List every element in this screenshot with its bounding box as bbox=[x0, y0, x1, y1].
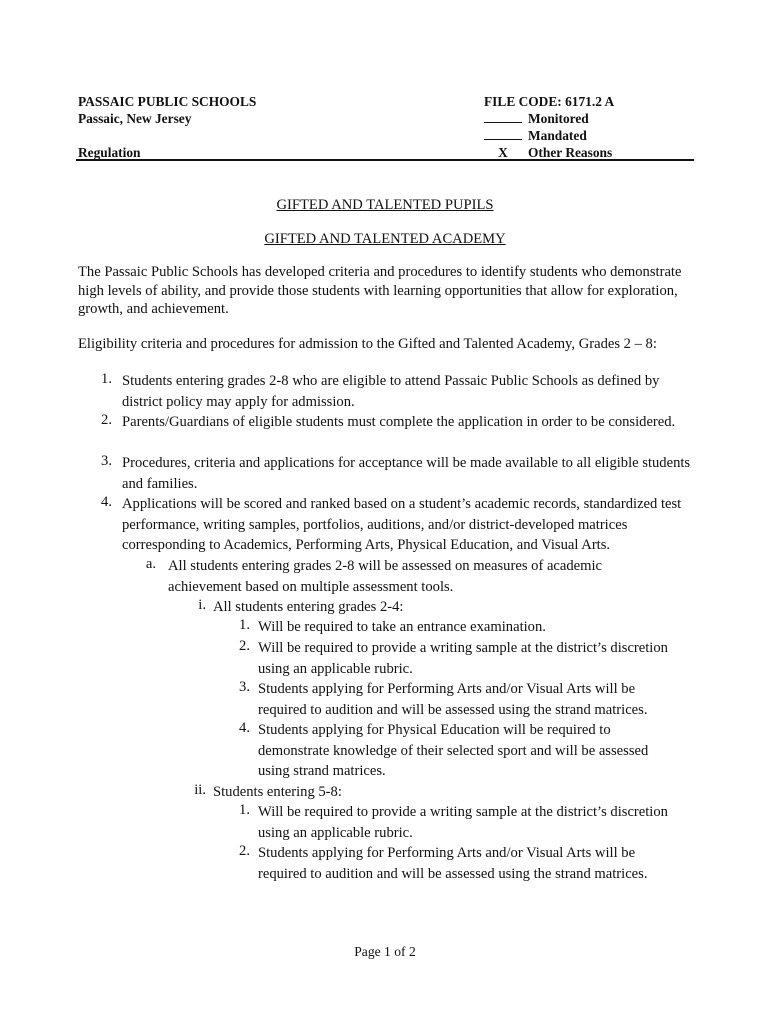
list-number: 4. bbox=[239, 720, 250, 736]
list-item: Will be required to provide a writing sample at the district’s discretion using an applicable rubric. bbox=[258, 804, 668, 841]
check-label: Other Reasons bbox=[528, 145, 613, 160]
list-item: Parents/Guardians of eligible students must complete the application in order to be considered. bbox=[122, 414, 676, 430]
document-type: Regulation bbox=[78, 145, 141, 160]
list-number: 3. bbox=[239, 679, 250, 695]
list-number: 4. bbox=[101, 494, 112, 510]
eligibility-paragraph: Eligibility criteria and procedures for admission to the Gifted and Talented Academy, Grades 2 – 8: bbox=[78, 336, 657, 352]
check-blank bbox=[484, 122, 522, 123]
list-number: 1. bbox=[239, 802, 250, 818]
list-item: Students applying for Physical Education will be required to demonstrate knowledge of their selected sport and will be assessed using strand matrices. bbox=[258, 722, 649, 780]
list-number: 2. bbox=[239, 843, 250, 859]
header-left bbox=[78, 93, 256, 161]
page-number: Page 1 of 2 bbox=[354, 944, 416, 959]
list-item: Students applying for Performing Arts and/or Visual Arts will be required to audition and will be assessed using the strand matrices. bbox=[258, 681, 648, 718]
check-mandated bbox=[484, 127, 614, 144]
title-pupils: GIFTED AND TALENTED PUPILS bbox=[276, 197, 494, 213]
check-monitored bbox=[484, 110, 614, 127]
check-label: Mandated bbox=[528, 128, 587, 143]
header-divider bbox=[76, 159, 694, 161]
org-location: Passaic, New Jersey bbox=[78, 111, 192, 126]
list-item: All students entering grades 2-8 will be assessed on measures of academic achievement based on multiple assessment tools. bbox=[168, 558, 603, 595]
file-code: FILE CODE: 6171.2 A bbox=[484, 94, 615, 109]
list-number: 2. bbox=[101, 412, 112, 428]
list-item: All students entering grades 2-4: bbox=[213, 599, 404, 615]
header-right bbox=[484, 93, 614, 161]
list-item: Students entering grades 2-8 who are eligible to attend Passaic Public Schools as defined by district policy may apply for admission. bbox=[122, 373, 660, 410]
list-item: Students applying for Performing Arts and/or Visual Arts will be required to audition and will be assessed using the strand matrices. bbox=[258, 845, 648, 882]
org-name: PASSAIC PUBLIC SCHOOLS bbox=[78, 94, 257, 109]
list-number: 3. bbox=[101, 453, 112, 469]
title-academy: GIFTED AND TALENTED ACADEMY bbox=[264, 231, 506, 247]
list-roman: i. bbox=[198, 597, 206, 613]
list-roman: ii. bbox=[194, 782, 206, 798]
list-item: Procedures, criteria and applications for acceptance will be made available to all eligible students and families. bbox=[122, 455, 691, 492]
list-number: 1. bbox=[239, 617, 250, 633]
intro-paragraph: The Passaic Public Schools has developed criteria and procedures to identify students who demonstrate high levels of ability, and provide those students with learning opportunities that allow for exploration, growth, and achievement. bbox=[78, 264, 682, 317]
list-item: Will be required to take an entrance examination. bbox=[258, 619, 546, 635]
check-blank bbox=[484, 139, 522, 140]
check-blank: X bbox=[484, 145, 522, 161]
list-item: Students entering 5-8: bbox=[213, 784, 342, 800]
list-item: Applications will be scored and ranked based on a student’s academic records, standardized test performance, writing samples, portfolios, auditions, and/or district-developed matrices corresponding to Academics, Performing Arts, Physical Education, and Visual Arts. bbox=[122, 496, 682, 554]
list-item: Will be required to provide a writing sample at the district’s discretion using an applicable rubric. bbox=[258, 640, 668, 677]
list-letter: a. bbox=[145, 556, 156, 572]
list-number: 2. bbox=[239, 638, 250, 654]
check-label: Monitored bbox=[528, 111, 589, 126]
list-number: 1. bbox=[101, 371, 112, 387]
